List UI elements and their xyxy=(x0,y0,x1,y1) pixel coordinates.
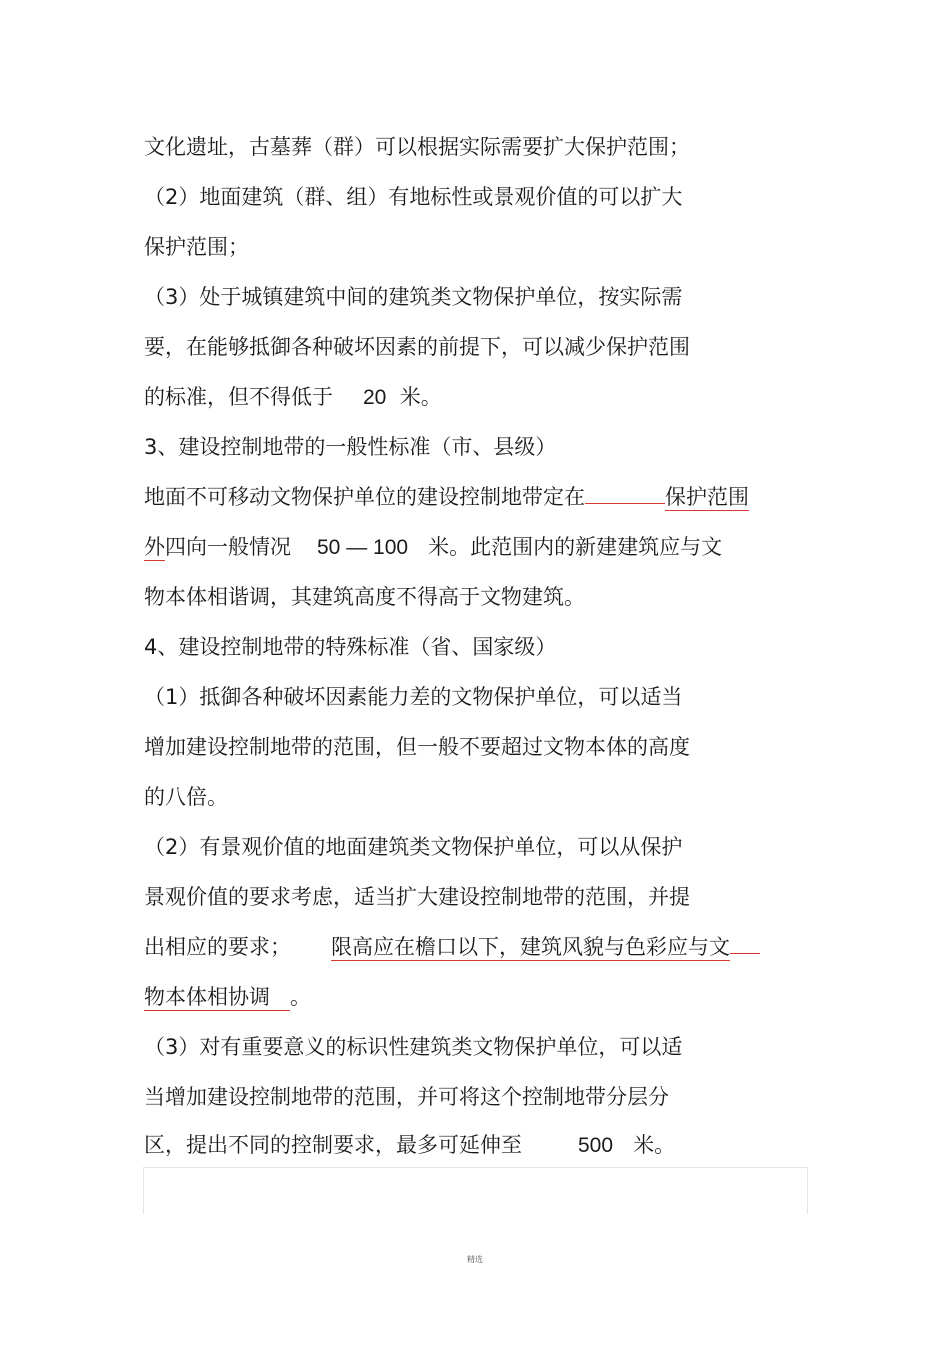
text-segment: 四向一般情况 xyxy=(165,535,291,559)
empty-box-frame xyxy=(143,1167,808,1214)
section-heading: 3、建设控制地带的一般性标准（市、县级） xyxy=(144,435,557,459)
text-segment: 区，提出不同的控制要求，最多可延伸至 xyxy=(144,1133,522,1157)
text-line xyxy=(144,482,749,512)
text-line xyxy=(144,932,760,962)
text-line xyxy=(144,382,442,413)
page-footer: 精选 xyxy=(467,1255,483,1264)
text-line: 要，在能够抵御各种破坏因素的前提下，可以减少保护范围 xyxy=(144,335,690,359)
text-line: 景观价值的要求考虑，适当扩大建设控制地带的范围，并提 xyxy=(144,885,690,909)
text-line xyxy=(144,982,311,1012)
underlined-text: 外 xyxy=(144,535,165,559)
text-segment: 的标准，但不得低于 xyxy=(144,385,333,409)
underlined-text: 保护范围 xyxy=(665,485,749,509)
text-line: 当增加建设控制地带的范围，并可将这个控制地带分层分 xyxy=(144,1085,669,1109)
number-value: 20 xyxy=(363,386,387,409)
text-line: 增加建设控制地带的范围，但一般不要超过文物本体的高度 xyxy=(144,735,690,759)
text-line: （3）对有重要意义的标识性建筑类文物保护单位，可以适 xyxy=(144,1035,683,1059)
text-segment: 出相应的要求； xyxy=(144,935,291,959)
underlined-text: 物本体相协调 xyxy=(144,985,270,1009)
text-line: 文化遗址，古墓葬（群）可以根据实际需要扩大保护范围； xyxy=(144,135,690,159)
text-line: 的八倍。 xyxy=(144,785,228,809)
section-heading: 4、建设控制地带的特殊标准（省、国家级） xyxy=(144,635,557,659)
text-line: （3）处于城镇建筑中间的建筑类文物保护单位，按实际需 xyxy=(144,285,683,309)
text-segment: 米。此范围内的新建建筑应与文 xyxy=(428,535,723,559)
text-line: （2）有景观价值的地面建筑类文物保护单位，可以从保护 xyxy=(144,835,683,859)
number-value: 500 xyxy=(578,1134,614,1157)
text-segment: 。 xyxy=(290,985,312,1009)
text-segment: 地面不可移动文物保护单位的建设控制地带定在 xyxy=(144,485,585,509)
number-value: 50 — 100 xyxy=(317,536,409,559)
text-segment: 米。 xyxy=(633,1133,676,1157)
text-segment: 米。 xyxy=(399,385,442,409)
text-line: 保护范围； xyxy=(144,235,249,259)
text-line: 物本体相谐调，其建筑高度不得高于文物建筑。 xyxy=(144,585,585,609)
text-line: （2）地面建筑（群、组）有地标性或景观价值的可以扩大 xyxy=(144,185,683,209)
text-line xyxy=(144,532,722,563)
underlined-text: 限高应在檐口以下，建筑风貌与色彩应与文 xyxy=(331,935,731,959)
text-line xyxy=(144,1130,675,1161)
text-line: （1）抵御各种破坏因素能力差的文物保护单位，可以适当 xyxy=(144,685,683,709)
